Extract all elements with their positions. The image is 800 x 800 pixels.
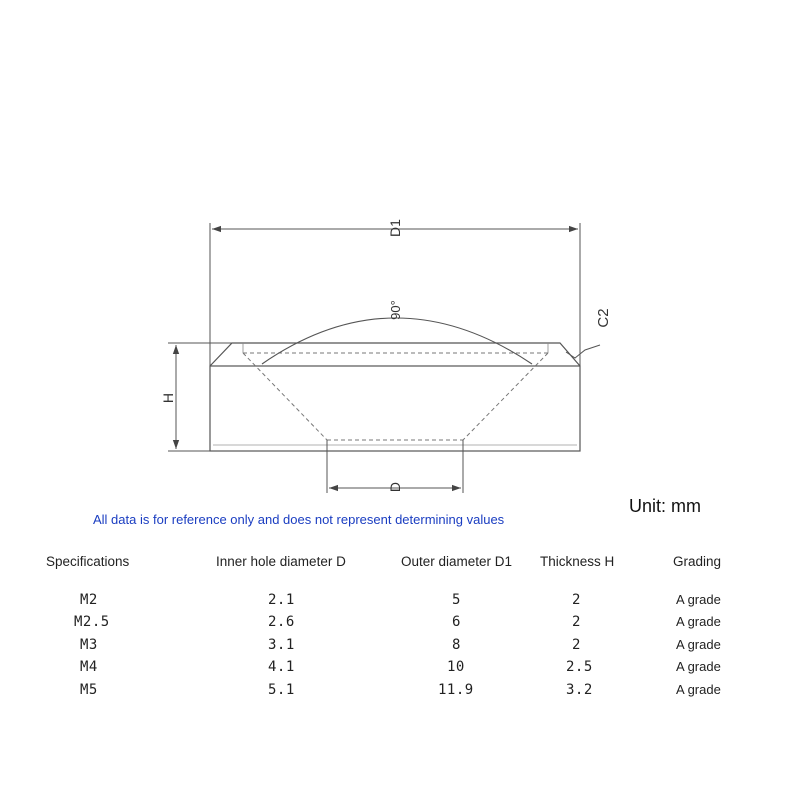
cell-inner-diameter: 5.1	[268, 682, 295, 698]
cell-outer-diameter: 5	[452, 592, 461, 608]
cell-outer-diameter: 10	[447, 659, 465, 675]
cell-outer-diameter: 6	[452, 614, 461, 630]
cell-grading: A grade	[676, 659, 721, 674]
cell-spec: M2.5	[74, 614, 110, 630]
cell-grading: A grade	[676, 637, 721, 652]
table-header-row	[0, 554, 800, 574]
header-specifications: Specifications	[46, 554, 130, 569]
cell-spec: M3	[80, 637, 98, 653]
cell-inner-diameter: 4.1	[268, 659, 295, 675]
cell-thickness: 2	[572, 592, 581, 608]
reference-note: All data is for reference only and does not represent determining values	[93, 512, 505, 527]
cell-grading: A grade	[676, 592, 721, 607]
d1-label: D1	[387, 219, 403, 237]
cell-thickness: 3.2	[566, 682, 593, 698]
cell-spec: M2	[80, 592, 98, 608]
table-row	[0, 659, 800, 679]
cell-thickness: 2	[572, 614, 581, 630]
header-inner-diameter: Inner hole diameter D	[216, 554, 346, 569]
cell-outer-diameter: 8	[452, 637, 461, 653]
header-grading: Grading	[673, 554, 722, 569]
cell-thickness: 2	[572, 637, 581, 653]
header-thickness: Thickness H	[540, 554, 615, 569]
table-row	[0, 614, 800, 634]
cell-thickness: 2.5	[566, 659, 593, 675]
table-row	[0, 682, 800, 702]
d1-dimension	[210, 223, 580, 366]
h-dimension	[168, 343, 232, 451]
angle-arc	[262, 318, 532, 364]
cell-spec: M4	[80, 659, 98, 675]
cell-grading: A grade	[676, 614, 721, 629]
table-row	[0, 592, 800, 612]
d-label: D	[387, 481, 403, 493]
unit-label: Unit: mm	[629, 496, 701, 516]
cell-inner-diameter: 3.1	[268, 637, 295, 653]
cell-grading: A grade	[676, 682, 721, 697]
h-label: H	[160, 392, 176, 404]
cell-inner-diameter: 2.6	[268, 614, 295, 630]
chamfer-label: C2	[595, 308, 612, 328]
cell-spec: M5	[80, 682, 98, 698]
table-row	[0, 637, 800, 657]
header-outer-diameter: Outer diameter D1	[401, 554, 513, 569]
angle-label: 90°	[388, 300, 403, 320]
cell-inner-diameter: 2.1	[268, 592, 295, 608]
cell-outer-diameter: 11.9	[438, 682, 474, 698]
